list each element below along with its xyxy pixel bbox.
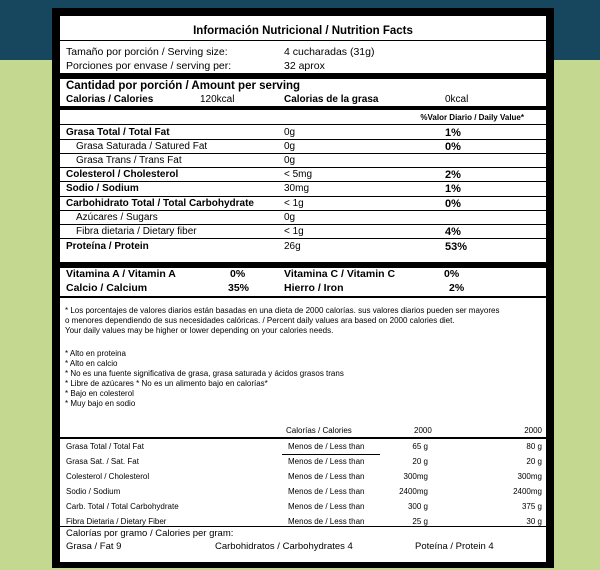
reference-col1-header: 2000 (414, 426, 432, 435)
reference-row-label: Sodio / Sodium (66, 487, 121, 496)
nutrient-daily-value: 2% (445, 169, 461, 181)
nutrient-daily-value: 1% (445, 183, 461, 195)
label-title: Información Nutricional / Nutrition Facts (193, 25, 413, 37)
underline (282, 454, 380, 455)
reference-row-value-2000-alt: 20 g (526, 457, 542, 466)
serving-size-value: 4 cucharadas (31g) (284, 46, 375, 58)
reference-row-qualifier: Menos de / Less than (288, 472, 365, 481)
nutrient-daily-value: 1% (445, 127, 461, 139)
reference-row-qualifier: Menos de / Less than (288, 502, 365, 511)
nutrient-label: Sodio / Sodium (66, 183, 139, 194)
reference-row-value-2000: 300 g (407, 502, 428, 511)
claim-item: * No es una fuente significativa de grasa, grasa saturada y ácidos grasos trans (65, 369, 344, 378)
nutrient-amount: 30mg (284, 183, 310, 194)
reference-row-value-2000: 300mg (403, 472, 428, 481)
nutrient-daily-value: 53% (445, 241, 468, 253)
divider (60, 153, 546, 154)
protein-per-gram: Poteína / Protein 4 (415, 541, 494, 552)
nutrient-daily-value: 0% (445, 198, 461, 210)
nutrient-amount: 0g (284, 155, 296, 166)
claim-item: * Alto en proteina (65, 349, 126, 358)
reference-row-value-2000: 65 g (412, 442, 428, 451)
reference-row-value-2000-alt: 30 g (526, 517, 542, 526)
nutrient-amount: < 1g (284, 198, 304, 209)
reference-row-value-2000: 25 g (412, 517, 428, 526)
divider (60, 296, 546, 298)
reference-row-label: Grasa Total / Total Fat (66, 442, 144, 451)
footnote-line: Your daily values may be higher or lower depending on your calories needs. (65, 326, 334, 335)
vitamin-c-dv: 0% (444, 268, 460, 280)
daily-value-header: %Valor Diario / Daily Value* (420, 113, 524, 122)
amount-per-serving-heading: Cantidad por porción / Amount per serving (66, 80, 301, 92)
nutrient-amount: 0g (284, 127, 296, 138)
carbs-per-gram: Carbohidratos / Carbohydrates 4 (215, 541, 353, 552)
reference-row-qualifier: Menos de / Less than (288, 457, 365, 466)
servings-per-container-value: 32 aprox (284, 60, 325, 72)
divider (60, 167, 546, 168)
divider (60, 526, 546, 527)
reference-row-value-2000: 20 g (412, 457, 428, 466)
reference-row-qualifier: Menos de / Less than (288, 442, 365, 451)
reference-col2-header: 2000 (524, 426, 542, 435)
vitamin-a-label: Vitamina A / Vitamin A (66, 268, 176, 280)
nutrient-daily-value: 0% (445, 141, 461, 153)
reference-row-label: Grasa Sat. / Sat. Fat (66, 457, 139, 466)
claim-item: * Libre de azúcares * No es un alimento bajo en calorías* (65, 379, 268, 388)
nutrient-label: Azúcares / Sugars (76, 212, 158, 223)
reference-row-label: Carb. Total / Total Carbohydrate (66, 502, 179, 511)
nutrient-label: Fibra dietaria / Dietary fiber (76, 226, 197, 237)
reference-row-value-2000-alt: 80 g (526, 442, 542, 451)
nutrient-label: Grasa Trans / Trans Fat (76, 155, 182, 166)
divider (60, 238, 546, 239)
nutrient-amount: < 5mg (284, 169, 313, 180)
reference-row-label: Fibra Dietaria / Dietary Fiber (66, 517, 167, 526)
fat-per-gram: Grasa / Fat 9 (66, 541, 122, 552)
nutrient-label: Grasa Total / Total Fat (66, 127, 170, 138)
divider (60, 124, 546, 125)
reference-row-value-2000: 2400mg (399, 487, 428, 496)
divider (60, 40, 546, 41)
serving-size-label: Tamaño por porción / Serving size: (66, 46, 228, 58)
calcium-dv: 35% (228, 282, 250, 294)
reference-row-qualifier: Menos de / Less than (288, 487, 365, 496)
divider (60, 139, 546, 140)
iron-dv: 2% (449, 282, 465, 294)
calories-label: Calorias / Calories (66, 94, 154, 105)
nutrition-label (60, 16, 546, 562)
reference-row-value-2000-alt: 375 g (521, 502, 542, 511)
fat-calories-label: Calorias de la grasa (284, 94, 379, 105)
divider (60, 196, 546, 197)
claim-item: * Muy bajo en sodio (65, 399, 136, 408)
nutrient-label: Carbohidrato Total / Total Carbohydrate (66, 198, 254, 209)
reference-calories-label: Calorías / Calories (286, 426, 352, 435)
nutrient-amount: < 1g (284, 226, 304, 237)
calories-per-gram-heading: Calorías por gramo / Calories per gram: (66, 528, 234, 539)
nutrient-label: Proteína / Protein (66, 241, 149, 252)
footnote-line: * Los porcentajes de valores diarios están basadas en una dieta de 2000 calorías. sus valores diarios pueden ser mayores (65, 306, 500, 315)
calories-value: 120kcal (200, 94, 235, 105)
calcium-label: Calcio / Calcium (66, 282, 148, 294)
claim-item: * Bajo en colesterol (65, 389, 134, 398)
vitamin-a-dv: 0% (230, 268, 246, 280)
servings-per-container-label: Porciones por envase / serving per: (66, 60, 232, 72)
nutrient-amount: 0g (284, 141, 296, 152)
claim-item: * Alto en calcio (65, 359, 118, 368)
fat-calories-value: 0kcal (445, 94, 469, 105)
footnote-line: o menores dependiendo de sus necesidades calóricas. / Percent daily values ara based on 2000 calories diet. (65, 316, 455, 325)
divider (60, 181, 546, 182)
divider (60, 437, 546, 439)
divider (60, 224, 546, 225)
reference-row-value-2000-alt: 2400mg (513, 487, 542, 496)
vitamin-c-label: Vitamina C / Vitamin C (284, 268, 396, 280)
reference-row-qualifier: Menos de / Less than (288, 517, 365, 526)
divider (60, 210, 546, 211)
nutrient-daily-value: 4% (445, 226, 461, 238)
iron-label: Hierro / Iron (284, 282, 344, 294)
reference-row-value-2000-alt: 300mg (517, 472, 542, 481)
thick-divider (60, 73, 546, 79)
nutrient-amount: 0g (284, 212, 296, 223)
nutrient-label: Grasa Saturada / Satured Fat (76, 141, 208, 152)
reference-row-label: Colesterol / Cholesterol (66, 472, 150, 481)
nutrient-amount: 26g (284, 241, 301, 252)
thick-divider (60, 106, 546, 110)
nutrient-label: Colesterol / Cholesterol (66, 169, 179, 180)
